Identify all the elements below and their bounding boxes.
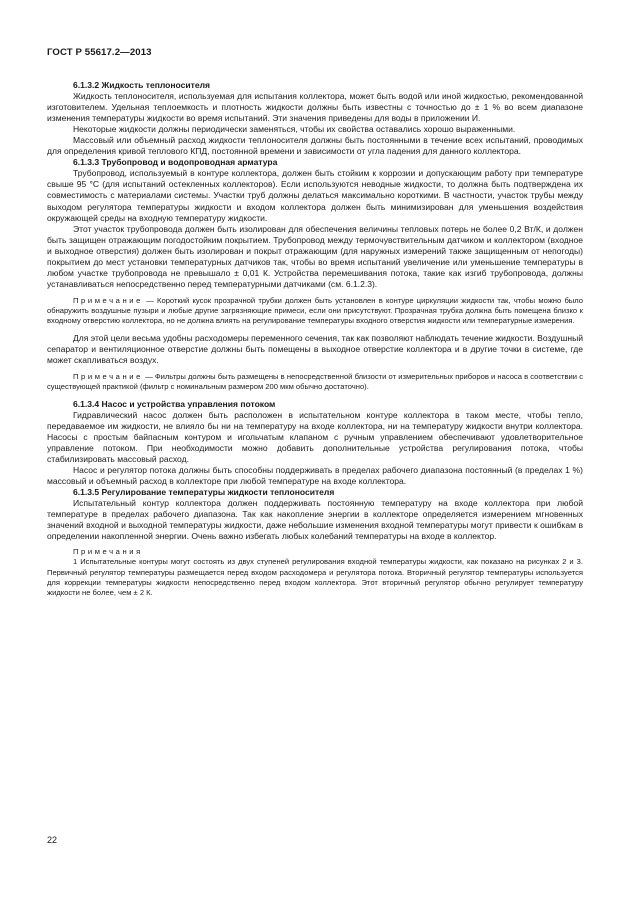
section-heading-6-1-3-5: 6.1.3.5 Регулирование температуры жидкости теплоносителя bbox=[73, 486, 335, 497]
paragraph: Трубопровод, используемый в контуре коллектора, должен быть стойким к коррозии и допускающим работу при температуре свыше 95 °С (для испытаний остекленных коллекторов). Если используются неводные жидкости, то должна быть подтверждена их совместимость с материалами системы. Участки труб должны делаться максимально короткими. В частности, участок трубы между выходом регулятора температуры жидкости и входом коллектора должен быть минимизирован для уменьшения воздействия окружающей среды на входную температуру жидкости. bbox=[47, 168, 583, 223]
note-label: Примечание bbox=[73, 371, 143, 381]
section-heading-6-1-3-4: 6.1.3.4 Насос и устройства управления потоком bbox=[73, 398, 276, 409]
notes-label: Примечания bbox=[73, 547, 143, 557]
document-body bbox=[47, 80, 583, 599]
section-heading-6-1-3-2: 6.1.3.2 Жидкость теплоносителя bbox=[73, 80, 211, 90]
paragraph: Для этой цели весьма удобны расходомеры переменного сечения, так как позволяют наблюдать течение жидкости. Воздушный сепаратор и вентиляционное отверстие должны быть помещены в выходное отверстие коллектора и в другие точки в системе, где может скапливаться воздух. bbox=[47, 332, 583, 365]
paragraph: Этот участок трубопровода должен быть изолирован для обеспечения величины тепловых потерь не более 0,2 Вт/К, и должен быть защищен отражающим погодостойким покрытием. Трубопровод между термочувствительным датчиком и коллектором (входное и выходное отверстия) должен быть изолирован и покрыт отражающим (для наружных измерений также защищенным от непогоды) покрытием до мест установки температурных датчиков так, чтобы во время испытаний увеличение или уменьшение температуры в любом участке трубопровода не превышало ± 0,01 К. Устройства перемешивания потока, такие как изгиб трубопровода, должны устанавливаться непосредственно перед температурными датчиками (см. 6.1.2.3). bbox=[47, 223, 583, 289]
paragraph: Массовый или объемный расход жидкости теплоносителя должны быть постоянными в течение всех испытаний, проводимых для определения кривой теплового КПД, постоянной времени и зависимости от угла падения для данного коллектора. bbox=[47, 135, 583, 157]
note-label: Примечание bbox=[73, 295, 143, 305]
note-text: — Фильтры должны быть размещены в непосредственной близости от измерительных приборов и насоса в соответствии с существующей практикой (фильтр с номинальным размером 200 мкм обычно достаточно). bbox=[47, 371, 583, 392]
note-text: — Короткий кусок прозрачной трубки должен быть установлен в контуре циркуляции жидкости так, чтобы можно было обнаружить воздушные пузыри и любые другие загрязняющие примеси, если они присутствуют. Прозрачная трубка должна быть помещена близко к входному отверстию коллектора, но не должна влиять на регулирование температуры входного отверстия жидкости или температурные измерения. bbox=[47, 295, 583, 326]
paragraph: Насос и регулятор потока должны быть способны поддерживать в пределах рабочего диапазона постоянный (в пределах 1 %) массовый и объемный расход в коллекторе при любой температуре на входе коллектора. bbox=[47, 464, 583, 486]
page-number: 22 bbox=[47, 835, 58, 845]
note-block bbox=[47, 372, 583, 393]
paragraph: Некоторые жидкости должны периодически заменяться, чтобы их свойства оставались хорошо выраженными. bbox=[73, 124, 516, 135]
document-code-header: ГОСТ Р 55617.2—2013 bbox=[47, 47, 152, 58]
section-heading-6-1-3-3: 6.1.3.3 Трубопровод и водопроводная арматура bbox=[73, 157, 278, 168]
paragraph: Жидкость теплоносителя, используемая для испытания коллектора, может быть водой или иной жидкостью, рекомендованной изготовителем. Удельная теплоемкость и плотность жидкости должны быть известны с точностью до ± 1 % во всем диапазоне изменения температуры жидкости во время испытаний. Эти значения приведены для воды в приложении И. bbox=[47, 91, 583, 124]
note-item: 1 Испытательные контуры могут состоять из двух ступеней регулирования входной температуры жидкости, как показано на рисунках 2 и 3. Первичный регулятор температуры размещается перед входом расходомера и регулятора потока. Вторичный регулятор температуры используется для коррекции температуры жидкости непосредственно перед входом коллектора. Этот вторичный регулятор обычно регулирует температуру жидкости не более, чем ± 2 К. bbox=[47, 557, 583, 598]
paragraph: Гидравлический насос должен быть расположен в испытательном контуре коллектора в таком месте, чтобы тепло, передаваемое им жидкости, не влияло бы ни на температуру на входе коллектора, ни на температуру жидкости внутри коллектора. Насосы с простым байпасным контуром и игольчатым клапаном с ручным управлением обеспечивают удовлетворительное управление потоком. При необходимости можно добавить дополнительные устройства регулирования потока, чтобы стабилизировать массовый расход. bbox=[47, 409, 583, 464]
paragraph: Испытательный контур коллектора должен поддерживать постоянную температуру на входе коллектора при любой температуре в пределах рабочего диапазона. Так как накопление энергии в коллекторе определяется измерением мгновенных значений входной и выходной температуры жидкости, даже небольшие изменения входной температуры могут привести к ошибкам в определении накопленной энергии. Очень важно избегать любых колебаний температуры на входе в коллектор. bbox=[47, 497, 583, 542]
note-block bbox=[47, 296, 583, 327]
